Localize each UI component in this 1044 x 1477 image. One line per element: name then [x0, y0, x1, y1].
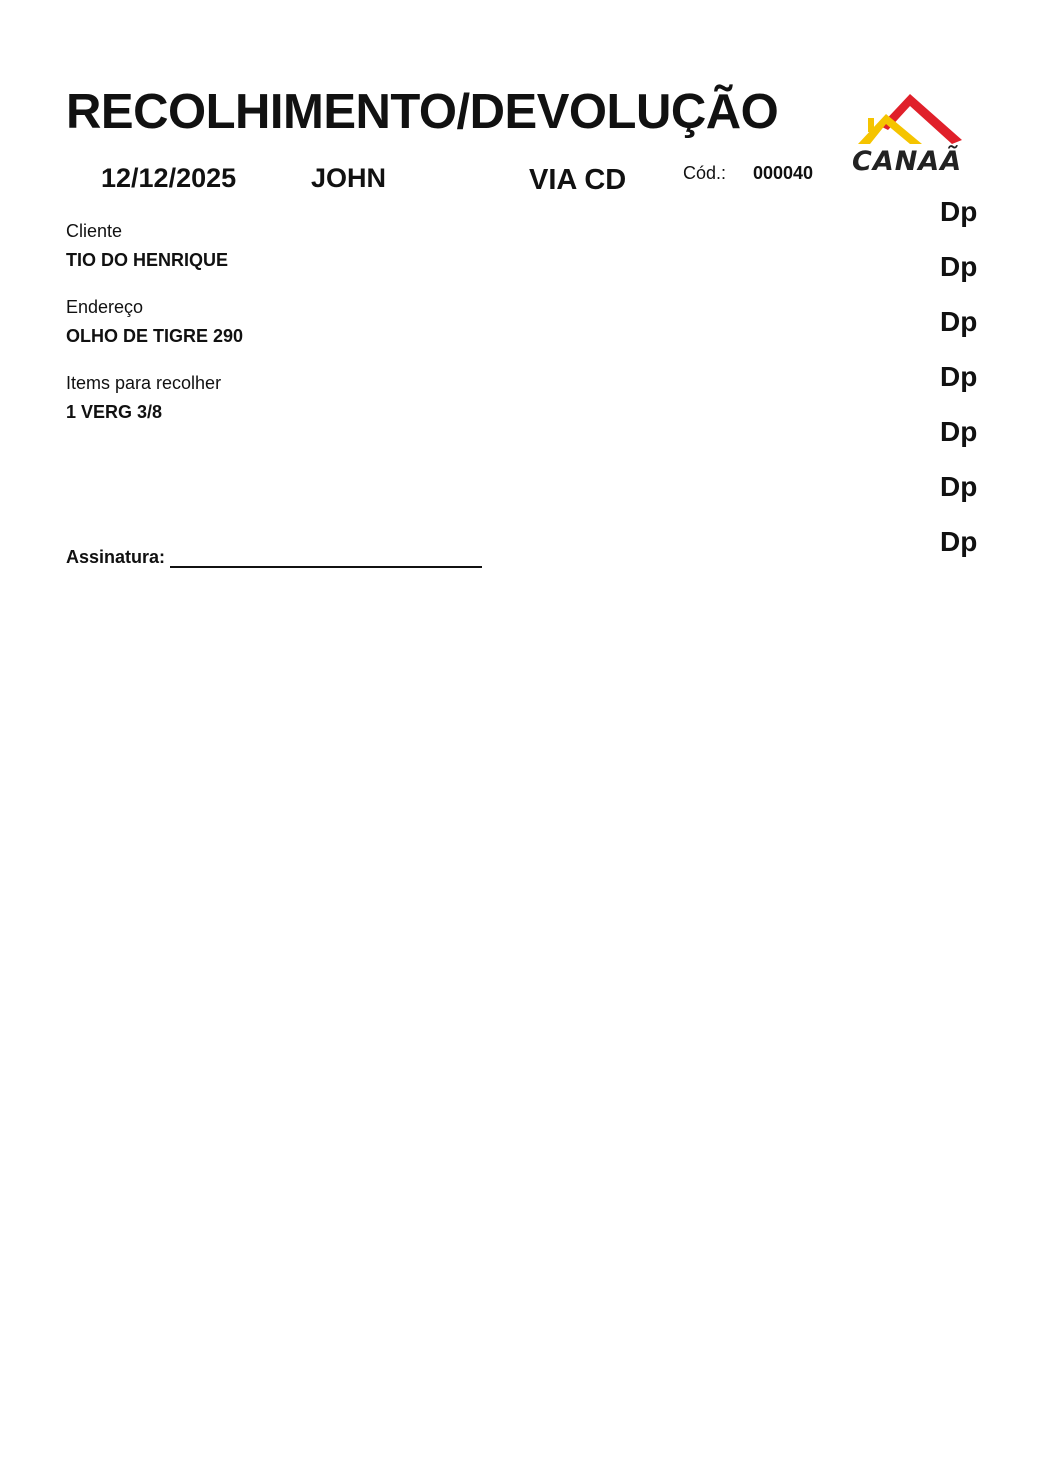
logo-roof-icon: [850, 90, 966, 176]
svg-text:CANAÃ: CANAÃ: [852, 146, 963, 176]
dp-mark: Dp: [940, 196, 978, 227]
signature-line: [170, 548, 482, 568]
items-value: 1 VERG 3/8: [66, 402, 163, 422]
code-value: 000040: [753, 163, 814, 183]
dp-mark: Dp: [940, 471, 978, 502]
date-value: 12/12/2025: [101, 163, 237, 193]
dp-mark: Dp: [940, 416, 978, 447]
dp-mark: Dp: [940, 251, 978, 282]
dp-mark: Dp: [940, 526, 978, 557]
via-value: VIA CD: [529, 164, 627, 196]
endereco-label: Endereço: [66, 297, 144, 317]
dp-mark: Dp: [940, 361, 978, 392]
signature-block: [66, 546, 482, 568]
endereco-value: OLHO DE TIGRE 290: [66, 326, 244, 346]
document-title: RECOLHIMENTO/DEVOLUÇÃO: [66, 85, 779, 139]
cliente-label: Cliente: [66, 221, 123, 241]
name-value: JOHN: [311, 163, 387, 193]
dp-column: [940, 196, 1000, 581]
cliente-value: TIO DO HENRIQUE: [66, 250, 229, 270]
code-label: Cód.:: [683, 163, 727, 183]
canaa-logo: [850, 90, 966, 176]
dp-mark: Dp: [940, 306, 978, 337]
items-label: Items para recolher: [66, 373, 222, 393]
signature-label: Assinatura:: [66, 547, 166, 567]
